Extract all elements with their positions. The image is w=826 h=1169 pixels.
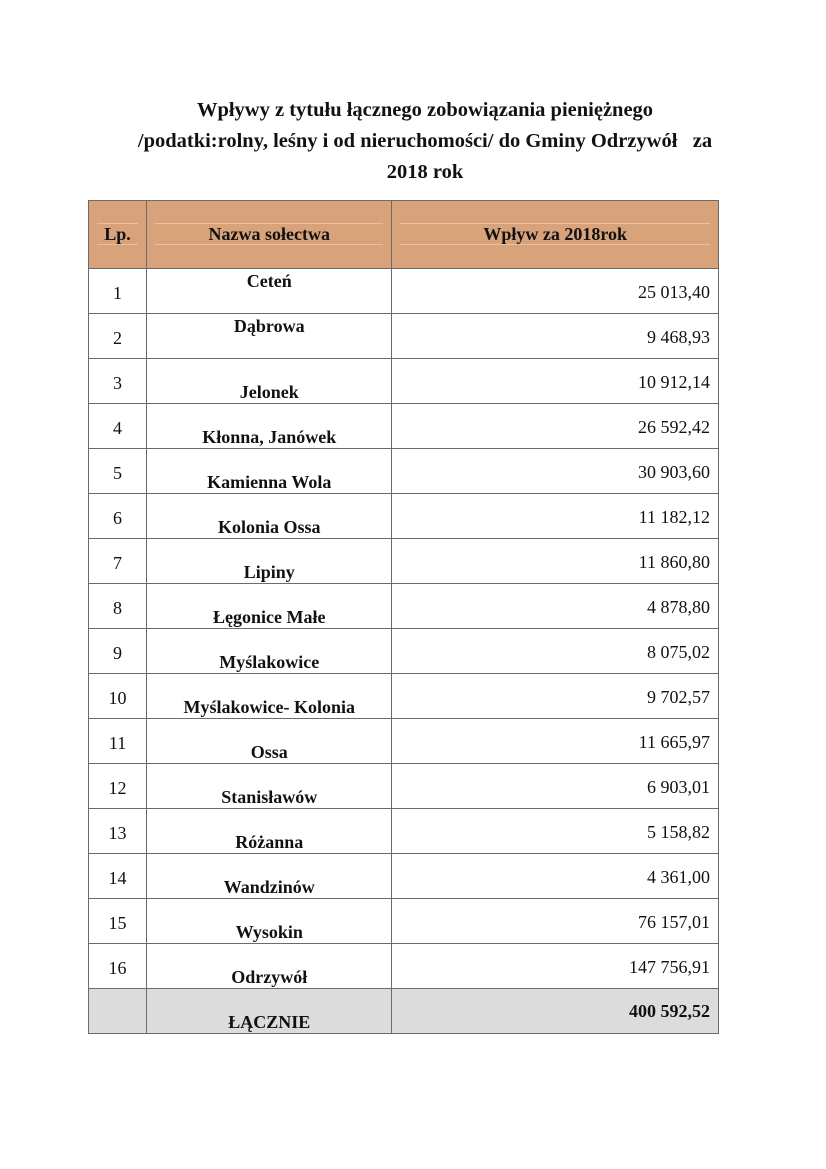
row-lp-cell bbox=[89, 674, 147, 719]
row-value: 11 665,97 bbox=[638, 731, 710, 752]
row-lp: 6 bbox=[113, 508, 123, 528]
row-value: 5 158,82 bbox=[647, 821, 710, 842]
title-line-2: /podatki:rolny, leśny i od nieruchomości/ do Gminy Odrzywół za bbox=[137, 130, 713, 152]
row-lp-cell bbox=[89, 404, 147, 449]
table-row bbox=[89, 449, 719, 494]
table-row bbox=[89, 269, 719, 314]
row-value-cell bbox=[392, 764, 719, 809]
row-lp-cell bbox=[89, 359, 147, 404]
total-label: ŁĄCZNIE bbox=[228, 1012, 311, 1032]
row-lp: 15 bbox=[108, 913, 127, 933]
row-lp: 14 bbox=[108, 868, 127, 888]
row-name-cell bbox=[147, 269, 392, 314]
row-value-cell bbox=[392, 314, 719, 359]
row-name-cell bbox=[147, 314, 392, 359]
table-row bbox=[89, 314, 719, 359]
total-value: 400 592,52 bbox=[629, 1001, 710, 1021]
row-name-cell bbox=[147, 719, 392, 764]
row-lp: 4 bbox=[113, 418, 123, 438]
row-name: Dąbrowa bbox=[233, 316, 305, 336]
row-value-cell bbox=[392, 674, 719, 719]
row-name: Ceteń bbox=[246, 271, 292, 291]
table-row bbox=[89, 809, 719, 854]
row-name: Kamienna Wola bbox=[207, 472, 332, 492]
row-value-cell bbox=[392, 359, 719, 404]
table-row bbox=[89, 494, 719, 539]
table-total-row bbox=[89, 989, 719, 1034]
row-value-cell bbox=[392, 899, 719, 944]
row-name: Kłonna, Janówek bbox=[202, 427, 337, 447]
revenue-table bbox=[88, 200, 719, 1034]
total-value-cell bbox=[392, 989, 719, 1034]
row-name: Lipiny bbox=[243, 562, 295, 582]
table-row bbox=[89, 674, 719, 719]
title-line-3: 2018 rok bbox=[386, 161, 464, 183]
row-value: 11 182,12 bbox=[638, 506, 710, 527]
row-value: 8 075,02 bbox=[647, 641, 710, 662]
row-lp: 16 bbox=[108, 958, 127, 978]
row-value: 11 860,80 bbox=[638, 551, 710, 572]
row-name: Kolonia Ossa bbox=[218, 517, 321, 537]
row-lp: 1 bbox=[113, 283, 123, 303]
row-name-cell bbox=[147, 674, 392, 719]
row-name: Jelonek bbox=[239, 382, 299, 402]
row-name-cell bbox=[147, 359, 392, 404]
row-name-cell bbox=[147, 449, 392, 494]
row-value: 26 592,42 bbox=[638, 416, 710, 437]
row-lp: 8 bbox=[113, 598, 123, 618]
table-row bbox=[89, 539, 719, 584]
row-value-cell bbox=[392, 854, 719, 899]
row-lp-cell bbox=[89, 449, 147, 494]
row-value-cell bbox=[392, 269, 719, 314]
total-lp-cell bbox=[89, 989, 147, 1034]
row-value: 30 903,60 bbox=[638, 461, 710, 482]
row-lp: 9 bbox=[113, 643, 123, 663]
row-lp: 13 bbox=[108, 823, 127, 843]
table-row bbox=[89, 899, 719, 944]
row-lp-cell bbox=[89, 854, 147, 899]
row-value-cell bbox=[392, 629, 719, 674]
row-name: Łęgonice Małe bbox=[213, 607, 326, 627]
header-value: Wpływ za 2018rok bbox=[392, 201, 719, 269]
row-name-cell bbox=[147, 944, 392, 989]
row-value-cell bbox=[392, 719, 719, 764]
row-lp: 7 bbox=[113, 553, 123, 573]
row-lp-cell bbox=[89, 809, 147, 854]
row-name: Stanisławów bbox=[221, 787, 318, 807]
table-row bbox=[89, 764, 719, 809]
row-lp: 5 bbox=[113, 463, 123, 483]
row-value: 9 468,93 bbox=[647, 326, 710, 347]
row-name: Różanna bbox=[235, 832, 304, 852]
row-value-cell bbox=[392, 494, 719, 539]
row-name: Odrzywół bbox=[231, 967, 308, 987]
header-lp: Lp. bbox=[89, 201, 147, 269]
row-value: 6 903,01 bbox=[647, 776, 710, 797]
row-name-cell bbox=[147, 404, 392, 449]
row-value: 4 361,00 bbox=[647, 866, 710, 887]
row-value-cell bbox=[392, 809, 719, 854]
row-lp-cell bbox=[89, 944, 147, 989]
row-value: 25 013,40 bbox=[638, 281, 710, 302]
row-value-cell bbox=[392, 584, 719, 629]
row-lp: 3 bbox=[113, 373, 123, 393]
row-value-cell bbox=[392, 404, 719, 449]
row-name-cell bbox=[147, 764, 392, 809]
table-header-row bbox=[89, 201, 719, 269]
row-name-cell bbox=[147, 854, 392, 899]
row-lp-cell bbox=[89, 539, 147, 584]
table-row bbox=[89, 359, 719, 404]
row-name: Ossa bbox=[250, 742, 288, 762]
row-lp-cell bbox=[89, 629, 147, 674]
row-value: 10 912,14 bbox=[638, 371, 710, 392]
title-line-1: Wpływy z tytułu łącznego zobowiązania pieniężnego bbox=[196, 99, 654, 121]
row-name-cell bbox=[147, 494, 392, 539]
document-title bbox=[60, 95, 790, 188]
table-row bbox=[89, 854, 719, 899]
row-lp: 11 bbox=[108, 733, 127, 753]
table-row bbox=[89, 944, 719, 989]
row-name: Wysokin bbox=[235, 922, 303, 942]
table-row bbox=[89, 584, 719, 629]
row-value-cell bbox=[392, 449, 719, 494]
row-name-cell bbox=[147, 809, 392, 854]
row-lp-cell bbox=[89, 494, 147, 539]
row-name: Myślakowice bbox=[219, 652, 320, 672]
row-value: 4 878,80 bbox=[647, 596, 710, 617]
row-lp: 12 bbox=[108, 778, 127, 798]
row-lp-cell bbox=[89, 899, 147, 944]
header-name: Nazwa sołectwa bbox=[147, 201, 392, 269]
row-value: 76 157,01 bbox=[638, 911, 710, 932]
table-row bbox=[89, 719, 719, 764]
row-lp-cell bbox=[89, 584, 147, 629]
row-lp: 10 bbox=[108, 688, 127, 708]
row-lp-cell bbox=[89, 719, 147, 764]
table-row bbox=[89, 629, 719, 674]
row-name-cell bbox=[147, 584, 392, 629]
table-row bbox=[89, 404, 719, 449]
total-label-cell bbox=[147, 989, 392, 1034]
row-value-cell bbox=[392, 944, 719, 989]
row-value-cell bbox=[392, 539, 719, 584]
row-value: 147 756,91 bbox=[629, 956, 710, 977]
row-lp-cell bbox=[89, 269, 147, 314]
row-name-cell bbox=[147, 539, 392, 584]
row-name-cell bbox=[147, 899, 392, 944]
row-lp-cell bbox=[89, 314, 147, 359]
row-name: Myślakowice- Kolonia bbox=[183, 697, 356, 717]
row-value: 9 702,57 bbox=[647, 686, 710, 707]
row-name-cell bbox=[147, 629, 392, 674]
row-name: Wandzinów bbox=[223, 877, 315, 897]
row-lp-cell bbox=[89, 764, 147, 809]
row-lp: 2 bbox=[113, 328, 123, 348]
